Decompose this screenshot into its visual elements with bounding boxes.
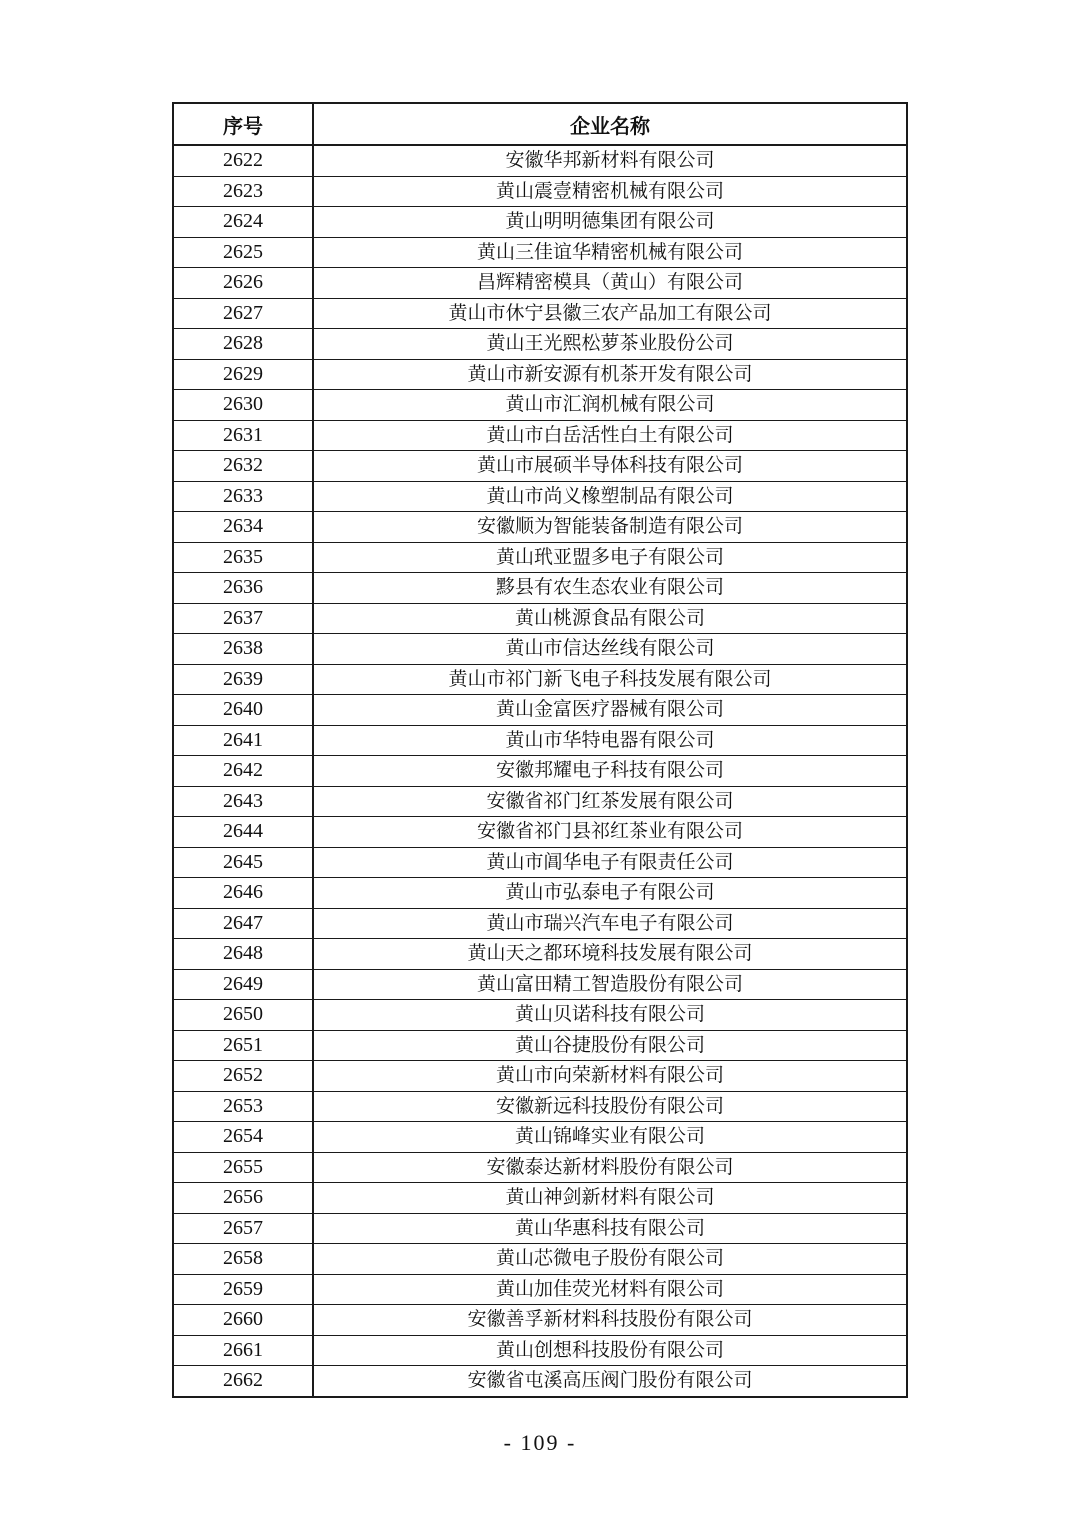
enterprise-name-cell: 黄山玳亚盟多电子有限公司 [313,542,907,573]
enterprise-name-cell: 黄山市瑞兴汽车电子有限公司 [313,908,907,939]
enterprise-name-cell: 黄山贝诺科技有限公司 [313,1000,907,1031]
header-enterprise-name: 企业名称 [313,103,907,145]
enterprise-name-cell: 黄山市向荣新材料有限公司 [313,1061,907,1092]
table-row [173,1366,907,1397]
enterprise-name-cell: 黄山创想科技股份有限公司 [313,1335,907,1366]
serial-number-cell: 2638 [173,634,313,665]
enterprise-name-cell: 黄山市弘泰电子有限公司 [313,878,907,909]
serial-number-cell: 2660 [173,1305,313,1336]
enterprise-name-cell: 安徽顺为智能装备制造有限公司 [313,512,907,543]
serial-number-cell: 2629 [173,359,313,390]
table-row [173,603,907,634]
serial-number-cell: 2658 [173,1244,313,1275]
serial-number-cell: 2626 [173,268,313,299]
serial-number-cell: 2625 [173,237,313,268]
enterprise-name-cell: 黄山富田精工智造股份有限公司 [313,969,907,1000]
enterprise-name-cell: 黄山市休宁县徽三农产品加工有限公司 [313,298,907,329]
table-row [173,695,907,726]
table-body [173,145,907,1397]
serial-number-cell: 2661 [173,1335,313,1366]
serial-number-cell: 2639 [173,664,313,695]
serial-number-cell: 2622 [173,145,313,176]
enterprise-name-cell: 黄山明明德集团有限公司 [313,207,907,238]
serial-number-cell: 2657 [173,1213,313,1244]
table-row [173,634,907,665]
enterprise-name-cell: 黟县有农生态农业有限公司 [313,573,907,604]
enterprise-name-cell: 黄山天之都环境科技发展有限公司 [313,939,907,970]
enterprise-name-cell: 安徽新远科技股份有限公司 [313,1091,907,1122]
table-row [173,207,907,238]
enterprise-name-cell: 黄山加佳荧光材料有限公司 [313,1274,907,1305]
enterprise-name-cell: 黄山王光熙松萝茶业股份公司 [313,329,907,360]
enterprise-name-cell: 黄山震壹精密机械有限公司 [313,176,907,207]
table-row [173,1244,907,1275]
enterprise-name-cell: 黄山三佳谊华精密机械有限公司 [313,237,907,268]
table-row [173,420,907,451]
table-row [173,1305,907,1336]
table-row [173,451,907,482]
table-row [173,145,907,176]
table-row [173,512,907,543]
serial-number-cell: 2627 [173,298,313,329]
serial-number-cell: 2649 [173,969,313,1000]
serial-number-cell: 2634 [173,512,313,543]
serial-number-cell: 2646 [173,878,313,909]
table-row [173,847,907,878]
serial-number-cell: 2637 [173,603,313,634]
enterprise-name-cell: 安徽华邦新材料有限公司 [313,145,907,176]
serial-number-cell: 2631 [173,420,313,451]
table-row [173,725,907,756]
table-row [173,939,907,970]
serial-number-cell: 2654 [173,1122,313,1153]
table-row [173,756,907,787]
table-header-row [173,103,907,145]
enterprise-name-cell: 安徽邦耀电子科技有限公司 [313,756,907,787]
serial-number-cell: 2632 [173,451,313,482]
table-row [173,969,907,1000]
serial-number-cell: 2624 [173,207,313,238]
table-row [173,542,907,573]
enterprise-name-cell: 安徽泰达新材料股份有限公司 [313,1152,907,1183]
enterprise-name-cell: 黄山神剑新材料有限公司 [313,1183,907,1214]
page-number: - 109 - [503,1430,577,1455]
serial-number-cell: 2651 [173,1030,313,1061]
enterprise-name-cell: 黄山市信达丝线有限公司 [313,634,907,665]
serial-number-cell: 2633 [173,481,313,512]
serial-number-cell: 2656 [173,1183,313,1214]
serial-number-cell: 2641 [173,725,313,756]
serial-number-cell: 2652 [173,1061,313,1092]
table-row [173,908,907,939]
table-row [173,1274,907,1305]
table-row [173,1061,907,1092]
enterprise-name-cell: 黄山市阊华电子有限责任公司 [313,847,907,878]
enterprise-name-cell: 黄山市白岳活性白土有限公司 [313,420,907,451]
enterprise-name-cell: 安徽省祁门县祁红茶业有限公司 [313,817,907,848]
enterprise-name-cell: 黄山市华特电器有限公司 [313,725,907,756]
serial-number-cell: 2647 [173,908,313,939]
table-row [173,1122,907,1153]
table-row [173,268,907,299]
table-row [173,878,907,909]
enterprise-name-cell: 黄山金富医疗器械有限公司 [313,695,907,726]
serial-number-cell: 2636 [173,573,313,604]
enterprise-name-cell: 黄山谷捷股份有限公司 [313,1030,907,1061]
table-row [173,573,907,604]
enterprise-name-cell: 黄山市尚义橡塑制品有限公司 [313,481,907,512]
serial-number-cell: 2648 [173,939,313,970]
serial-number-cell: 2643 [173,786,313,817]
serial-number-cell: 2659 [173,1274,313,1305]
table-row [173,817,907,848]
serial-number-cell: 2640 [173,695,313,726]
table-row [173,786,907,817]
enterprise-name-cell: 安徽善孚新材料科技股份有限公司 [313,1305,907,1336]
serial-number-cell: 2623 [173,176,313,207]
enterprise-name-cell: 昌辉精密模具（黄山）有限公司 [313,268,907,299]
enterprise-name-cell: 黄山锦峰实业有限公司 [313,1122,907,1153]
serial-number-cell: 2628 [173,329,313,360]
serial-number-cell: 2650 [173,1000,313,1031]
enterprise-name-cell: 安徽省屯溪高压阀门股份有限公司 [313,1366,907,1397]
table-row [173,1213,907,1244]
enterprise-name-cell: 黄山芯微电子股份有限公司 [313,1244,907,1275]
table-row [173,1183,907,1214]
table-row [173,1335,907,1366]
serial-number-cell: 2644 [173,817,313,848]
serial-number-cell: 2645 [173,847,313,878]
enterprise-name-cell: 安徽省祁门红茶发展有限公司 [313,786,907,817]
enterprise-name-cell: 黄山华惠科技有限公司 [313,1213,907,1244]
enterprise-name-cell: 黄山市祁门新飞电子科技发展有限公司 [313,664,907,695]
table-row [173,1152,907,1183]
table-row [173,176,907,207]
table-row [173,1091,907,1122]
serial-number-cell: 2630 [173,390,313,421]
table-row [173,1030,907,1061]
table-row [173,329,907,360]
serial-number-cell: 2653 [173,1091,313,1122]
serial-number-cell: 2635 [173,542,313,573]
serial-number-cell: 2655 [173,1152,313,1183]
table-row [173,1000,907,1031]
enterprise-name-cell: 黄山市展硕半导体科技有限公司 [313,451,907,482]
enterprise-name-cell: 黄山市汇润机械有限公司 [313,390,907,421]
serial-number-cell: 2642 [173,756,313,787]
table-row [173,481,907,512]
enterprise-name-cell: 黄山市新安源有机茶开发有限公司 [313,359,907,390]
table-row [173,664,907,695]
serial-number-cell: 2662 [173,1366,313,1397]
table-row [173,237,907,268]
table-row [173,359,907,390]
enterprise-table [172,102,908,1398]
table-row [173,298,907,329]
enterprise-name-cell: 黄山桃源食品有限公司 [313,603,907,634]
table-row [173,390,907,421]
header-serial-number: 序号 [173,103,313,145]
